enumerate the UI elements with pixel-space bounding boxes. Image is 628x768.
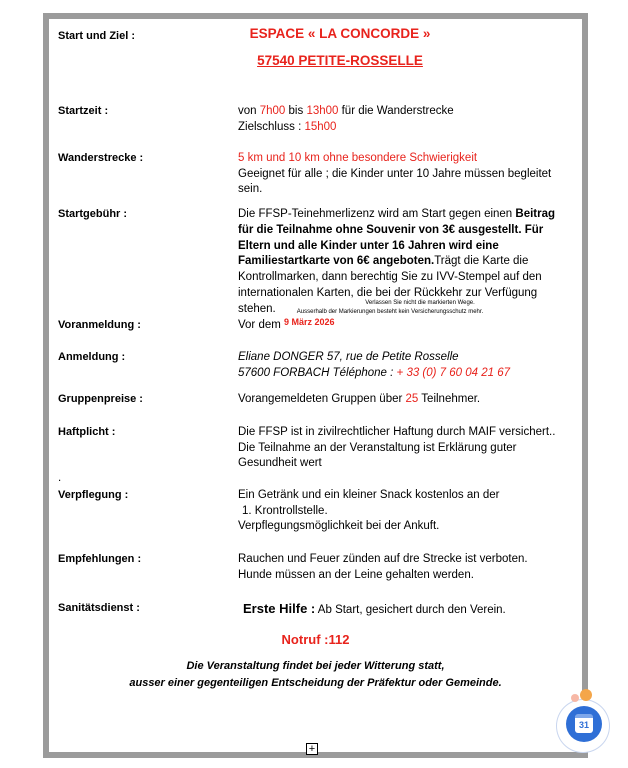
fee-bold: Beitrag für die Teilnahme ohne Souvenir von 3€ ausgestellt. Für Eltern und alle Kinder unter 16 Jahren wird eine Familiestartkarte von 6€ angeboten. (238, 208, 556, 268)
small-note-1: Verlassen Sie nicht die markierten Wege. (365, 300, 475, 306)
footer-line-2: ausser einer gegenteiligen Entscheidung der Präfektur oder Gemeinde. (129, 677, 502, 689)
label-start-ziel: Start und Ziel : (58, 30, 135, 42)
label-startgebuehr: Startgebühr : (58, 208, 128, 220)
calendar-icon[interactable] (566, 706, 602, 742)
text: Trägt die Karte die Kontrollmarken, dann berechtig Sie zu IVV-Stempel auf den internationalen Karten, die bei der Rückkehr zur Verfügung stehen. (238, 255, 542, 315)
label-verpflegung: Verpflegung : (58, 489, 129, 501)
label-empfehlungen: Empfehlungen : (58, 553, 142, 565)
phone-number: + 33 (0) 7 60 04 21 67 (396, 366, 511, 379)
dot-text: . (58, 472, 62, 484)
group-size: 25 (405, 393, 419, 405)
text: für die Wanderstrecke (338, 105, 454, 117)
footer-line-1: Die Veranstaltung findet bei jeder Witterung statt, (186, 660, 445, 672)
text: von (238, 105, 260, 117)
deadline-date: 9 März 2026 (284, 317, 335, 327)
anmeldung-value (238, 350, 573, 381)
stray-dot (58, 471, 578, 487)
startzeit-value (238, 104, 573, 135)
decor-dot-icon (571, 694, 579, 702)
address-line: Eliane DONGER 57, rue de Petite Rosselle (238, 351, 459, 363)
city-line: 57600 FORBACH Téléphone : (238, 366, 397, 379)
small-note-2: Ausserhalb der Markierungen besteht kein Versicherungsschutz mehr. (296, 309, 484, 315)
first-aid-label: Erste Hilfe : (243, 601, 316, 616)
text: 1. Krontrollstelle. (242, 504, 328, 517)
text: bis (285, 105, 307, 117)
label-sanitaet: Sanitätsdienst : (58, 602, 140, 614)
sanitaet-value (243, 601, 578, 619)
emergency-number: Notruf :112 (281, 632, 350, 647)
haftpflicht-value: Die FFSP ist in zivilrechtlicher Haftung durch MAIF versichert.. Die Teilnahme an der Veranstaltung ist Erklärung guter Gesundheit wert (238, 426, 556, 469)
start-time: 7h00 (259, 105, 286, 117)
text: Ab Start, gesichert durch den Verein. (315, 604, 506, 616)
decor-dot-icon (580, 689, 592, 701)
expand-plus-icon[interactable]: + (306, 743, 318, 755)
text: Vorangemeldeten Gruppen über (238, 393, 406, 405)
label-wanderstrecke: Wanderstrecke : (58, 152, 144, 164)
text: Die FFSP-Teinehmerlizenz wird am Start gegen einen (238, 208, 516, 220)
wanderstrecke-value (238, 151, 573, 198)
text: Zielschluss : (238, 120, 305, 133)
text: Hunde müssen an der Leine gehalten werden. (238, 568, 474, 581)
gruppenpreise-value (238, 392, 573, 408)
label-haftpflicht: Haftplicht : (58, 426, 116, 438)
calendar-day: 31 (575, 714, 593, 733)
city-title: 57540 PETITE-ROSSELLE (257, 53, 423, 68)
text: Teilnehmer. (418, 393, 481, 405)
note: Geeignet für alle ; die Kinder unter 10 Jahre müssen begleitet sein. (238, 167, 552, 195)
verpflegung-value (238, 488, 573, 535)
empfehlungen-value (238, 552, 573, 583)
label-gruppenpreise: Gruppenpreise : (58, 393, 143, 405)
label-anmeldung: Anmeldung : (58, 351, 126, 363)
text: Verpflegungsmöglichkeit bei der Ankuft. (238, 520, 440, 532)
end-time: 13h00 (306, 105, 339, 117)
text: Vor dem (238, 319, 285, 331)
voranmeldung-value (238, 318, 573, 334)
label-voranmeldung: Voranmeldung : (58, 319, 141, 331)
text: Rauchen und Feuer zünden auf dre Strecke ist verboten. (238, 553, 528, 565)
text: Ein Getränk und ein kleiner Snack kostenlos an der (238, 489, 500, 501)
label-startzeit: Startzeit : (58, 105, 109, 117)
venue-title: ESPACE « LA CONCORDE » (249, 26, 431, 41)
finish-time: 15h00 (304, 120, 337, 133)
distance: 5 km und 10 km ohne besondere Schwierigkeit (238, 152, 478, 164)
